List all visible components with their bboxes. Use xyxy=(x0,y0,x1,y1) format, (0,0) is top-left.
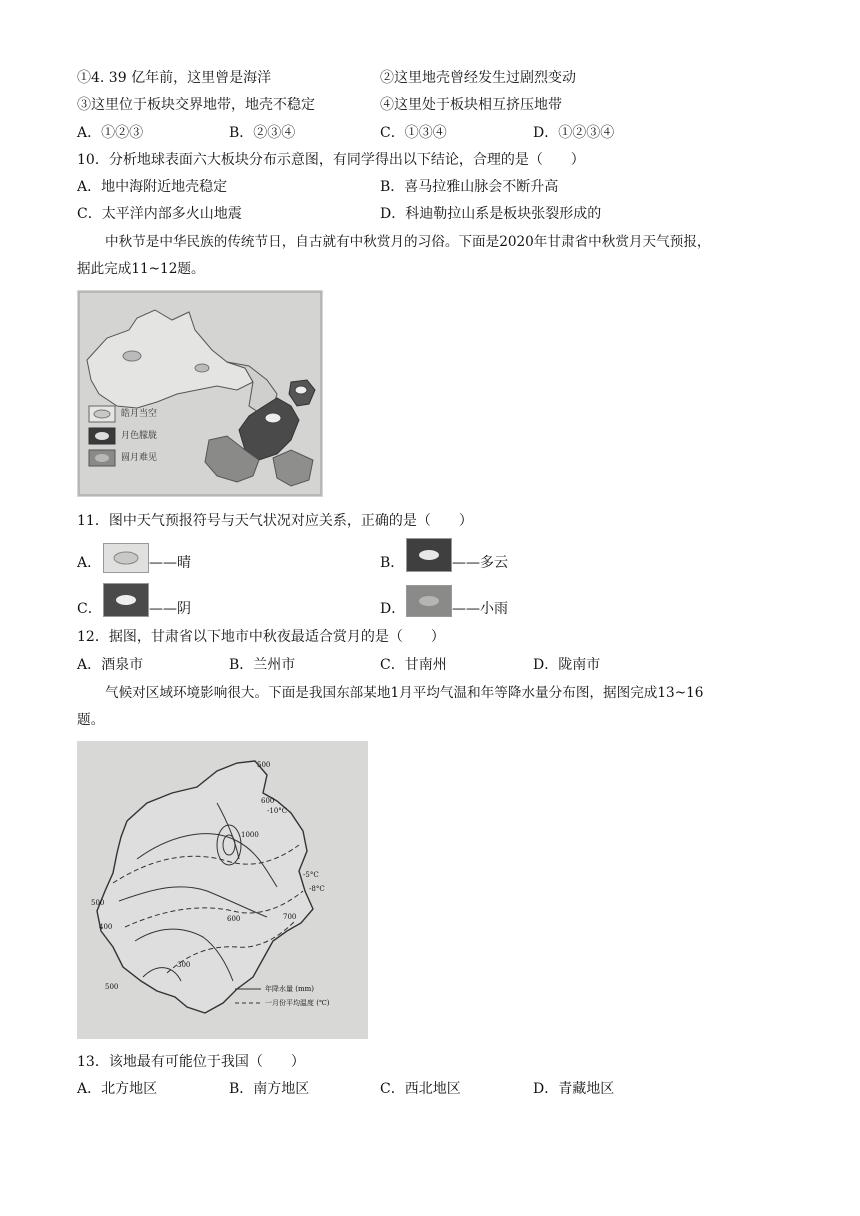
map1-legend-2: 月色朦胧 xyxy=(121,431,158,441)
isoline-label-600a: 600 xyxy=(261,797,275,805)
isoline-label-400: 400 xyxy=(99,923,113,931)
q10-option-a: A．地中海附近地壳稳定 xyxy=(77,179,228,195)
q9-statement-2: ②这里地壳曾经发生过剧烈变动 xyxy=(380,70,576,86)
isoline-map xyxy=(77,741,368,1039)
q9-option-c: C．①③④ xyxy=(380,125,447,141)
isotherm-label-minus10: -10°C xyxy=(267,807,288,815)
isoline-label-500b: 500 xyxy=(91,899,105,907)
q13-option-d: D．青藏地区 xyxy=(533,1081,615,1097)
clear-moon-symbol-icon xyxy=(103,543,149,573)
q11-c-label: C． xyxy=(77,601,102,617)
q9-option-d: D．①②③④ xyxy=(533,125,615,141)
map1-legend-1: 皓月当空 xyxy=(121,409,158,419)
dark-moon-symbol-icon xyxy=(103,583,149,617)
isotherm-label-minus8: -8°C xyxy=(309,885,325,893)
q9-statement-4: ④这里处于板块相互挤压地带 xyxy=(380,97,562,113)
q13-stem: 13．该地最有可能位于我国（ ） xyxy=(77,1054,305,1070)
q12-option-c: C．甘南州 xyxy=(380,657,447,673)
q9-option-a: A．①②③ xyxy=(77,125,144,141)
isoline-label-1000: 1000 xyxy=(241,831,259,839)
q12-option-d: D．陇南市 xyxy=(533,657,601,673)
hazy-moon-symbol-icon xyxy=(406,538,452,572)
q11-d-text: ——小雨 xyxy=(452,601,508,617)
passage2-line2: 题。 xyxy=(77,712,105,728)
passage1-line2: 据此完成11~12题。 xyxy=(77,261,205,277)
q10-option-d: D．科迪勒拉山系是板块张裂形成的 xyxy=(380,206,602,222)
q10-stem: 10．分析地球表面六大板块分布示意图，有同学得出以下结论，合理的是（ ） xyxy=(77,152,585,168)
q11-d-label: D． xyxy=(380,601,406,617)
gansu-forecast-map xyxy=(77,290,323,497)
isoline-label-300: 300 xyxy=(177,961,191,969)
map2-legend-temp: 一月份平均温度 (℃) xyxy=(265,999,330,1007)
q13-option-c: C．西北地区 xyxy=(380,1081,461,1097)
isoline-label-600b: 600 xyxy=(227,915,241,923)
q13-option-a: A．北方地区 xyxy=(77,1081,158,1097)
isoline-label-700: 700 xyxy=(283,913,297,921)
isotherm-label-minus5: -5°C xyxy=(303,871,319,879)
q12-option-b: B．兰州市 xyxy=(229,657,296,673)
q11-stem: 11．图中天气预报符号与天气状况对应关系，正确的是（ ） xyxy=(77,513,473,529)
q10-option-b: B．喜马拉雅山脉会不断升高 xyxy=(380,179,559,195)
q10-option-c: C．太平洋内部多火山地震 xyxy=(77,206,242,222)
q13-option-b: B．南方地区 xyxy=(229,1081,310,1097)
q9-option-b: B．②③④ xyxy=(229,125,296,141)
passage2-line1: 气候对区域环境影响很大。下面是我国东部某地1月平均气温和年等降水量分布图，据图完成13~16 xyxy=(105,685,704,701)
q11-a-text: ——晴 xyxy=(149,555,191,571)
passage1-line1: 中秋节是中华民族的传统节日，自古就有中秋赏月的习俗。下面是2020年甘肃省中秋赏月天气预报， xyxy=(105,234,711,250)
map2-legend-precip: 年降水量 (mm) xyxy=(265,985,314,993)
q11-a-label: A． xyxy=(77,555,102,571)
q9-statement-3: ③这里位于板块交界地带，地壳不稳定 xyxy=(77,97,315,113)
hidden-moon-symbol-icon xyxy=(406,585,452,617)
map1-legend-3: 圆月难见 xyxy=(121,453,158,463)
q11-b-label: B． xyxy=(380,555,405,571)
q11-b-text: ——多云 xyxy=(452,555,508,571)
isoline-label-500c: 500 xyxy=(105,983,119,991)
q12-stem: 12．据图，甘肃省以下地市中秋夜最适合赏月的是（ ） xyxy=(77,629,445,645)
isoline-label-500a: 500 xyxy=(257,761,271,769)
q12-option-a: A．酒泉市 xyxy=(77,657,144,673)
q11-c-text: ——阴 xyxy=(149,601,191,617)
q9-statement-1: ①4. 39 亿年前，这里曾是海洋 xyxy=(77,70,272,86)
